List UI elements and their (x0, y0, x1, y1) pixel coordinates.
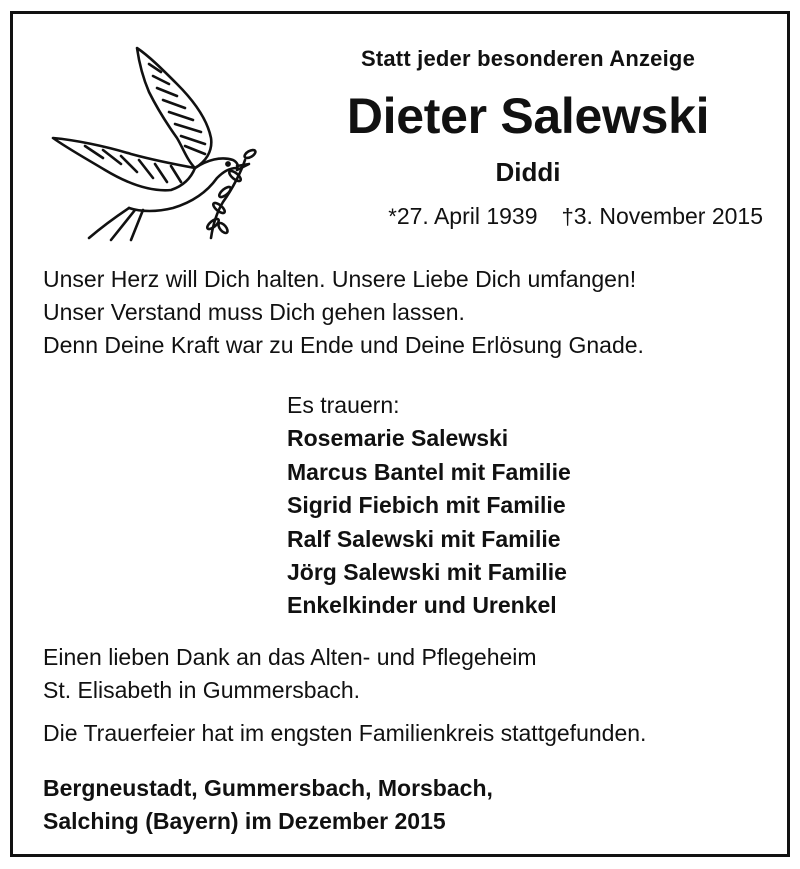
obituary-notice (10, 11, 790, 857)
mourners-intro: Es trauern: (287, 392, 400, 418)
thanks-line: Einen lieben Dank an das Alten- und Pflegeheim (43, 644, 537, 670)
mourner-name: Sigrid Fiebich mit Familie (287, 492, 566, 519)
mourner-name: Rosemarie Salewski (287, 425, 509, 452)
quote-line: Unser Verstand muss Dich gehen lassen. (43, 299, 465, 325)
memorial-quote (43, 263, 644, 362)
birth-symbol: * (388, 204, 397, 229)
funeral-note: Die Trauerfeier hat im engsten Familienkreis stattgefunden. (43, 720, 647, 746)
place-line: Salching (Bayern) im Dezember 2015 (43, 808, 446, 834)
death-date: 3. November 2015 (573, 203, 763, 229)
mourner-name: Jörg Salewski mit Familie (287, 559, 567, 586)
thanks-note (43, 641, 537, 707)
mourner-name: Ralf Salewski mit Familie (287, 525, 561, 552)
notice-subtitle: Statt jeder besonderen Anzeige (360, 46, 696, 71)
place-and-date (43, 772, 493, 838)
death-symbol: † (561, 204, 574, 229)
mourner-name: Marcus Bantel mit Familie (287, 458, 571, 485)
life-dates (293, 203, 763, 230)
mourner-name: Enkelkinder und Urenkel (287, 592, 557, 619)
dove-icon (45, 42, 260, 242)
birth-date: 27. April 1939 (396, 203, 538, 229)
place-line: Bergneustadt, Gummersbach, Morsbach, (43, 775, 493, 801)
thanks-line: St. Elisabeth in Gummersbach. (43, 677, 361, 703)
deceased-name: Dieter Salewski (346, 88, 710, 144)
quote-line: Denn Deine Kraft war zu Ende und Deine Erlösung Gnade. (43, 332, 644, 358)
deceased-nickname: Diddi (495, 157, 561, 187)
mourners-list (287, 389, 571, 623)
quote-line: Unser Herz will Dich halten. Unsere Liebe Dich umfangen! (43, 266, 637, 292)
